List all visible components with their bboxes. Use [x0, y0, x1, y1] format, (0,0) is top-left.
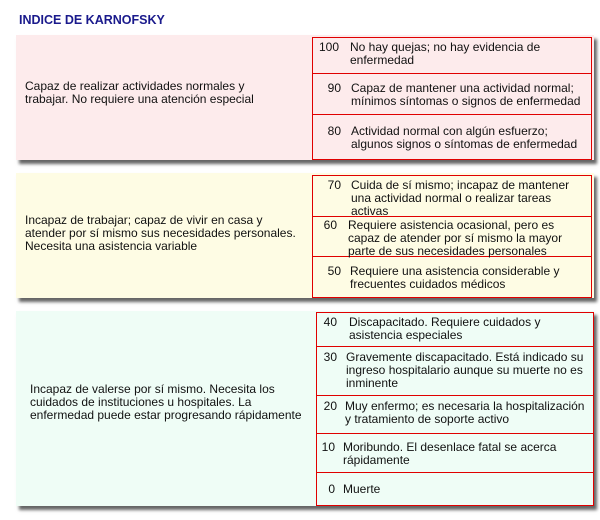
score-row: [317, 473, 593, 505]
group-1-panel: [16, 35, 594, 160]
score-text: Requiere asistencia ocasional, pero es capaz de atender por sí mismo la mayor parte de sus necesidades personales: [348, 218, 563, 258]
score-row: [313, 257, 591, 297]
group-2-panel: [16, 173, 594, 298]
score-row: [317, 347, 593, 396]
score-box: [312, 175, 592, 298]
score-text: No hay quejas; no hay evidencia de enfermedad: [350, 40, 541, 67]
score-text: Discapacitado. Requiere cuidados y asistencia especiales: [349, 315, 541, 342]
score-value: 50: [327, 264, 341, 278]
score-row: [313, 38, 591, 74]
score-text: Cuida de sí mismo; incapaz de mantener una actividad normal o realizar tareas activas: [351, 178, 570, 218]
score-row: [317, 396, 593, 434]
group-description: Incapaz de trabajar; capaz de vivir en casa y atender por sí mismo sus necesidades personales. Necesita una asistencia variable: [25, 213, 296, 253]
score-row: [317, 434, 593, 473]
score-text: Requiere una asistencia considerable y frecuentes cuidados médicos: [350, 264, 560, 291]
score-row: [313, 74, 591, 115]
score-value: 100: [318, 40, 339, 54]
score-value: 80: [327, 124, 341, 138]
score-value: 70: [327, 178, 341, 192]
score-row: [313, 176, 591, 217]
score-box: [316, 312, 594, 506]
score-text: Gravemente discapacitado. Está indicado su ingreso hospitalario aunque su muerte no es inminente: [346, 350, 584, 390]
score-value: 10: [321, 440, 335, 454]
score-row: [317, 313, 593, 347]
score-value: 60: [323, 218, 337, 232]
score-value: 0: [328, 482, 335, 496]
score-text: Capaz de mantener una actividad normal; mínimos síntomas o signos de enfermedad: [351, 81, 581, 108]
page-title: INDICE DE KARNOFSKY: [19, 13, 165, 27]
score-value: 30: [323, 350, 337, 364]
group-description: Incapaz de valerse por sí mismo. Necesita los cuidados de instituciones u hospitales. La enfermedad puede estar progresando rápidamente: [30, 382, 302, 422]
group-3-panel: [16, 311, 594, 506]
score-value: 20: [323, 399, 337, 413]
score-text: Muerte: [343, 482, 381, 496]
score-text: Muy enfermo; es necesaria la hospitalización y tratamiento de soporte activo: [345, 399, 585, 426]
score-row: [313, 115, 591, 159]
score-value: 40: [323, 315, 337, 329]
score-text: Actividad normal con algún esfuerzo; algunos signos o síntomas de enfermedad: [351, 124, 578, 151]
score-box: [312, 37, 592, 160]
score-text: Moribundo. El desenlace fatal se acerca rápidamente: [343, 440, 557, 467]
score-row: [313, 217, 591, 257]
group-description: Capaz de realizar actividades normales y trabajar. No requiere una atención especial: [25, 79, 254, 106]
score-value: 90: [327, 81, 341, 95]
